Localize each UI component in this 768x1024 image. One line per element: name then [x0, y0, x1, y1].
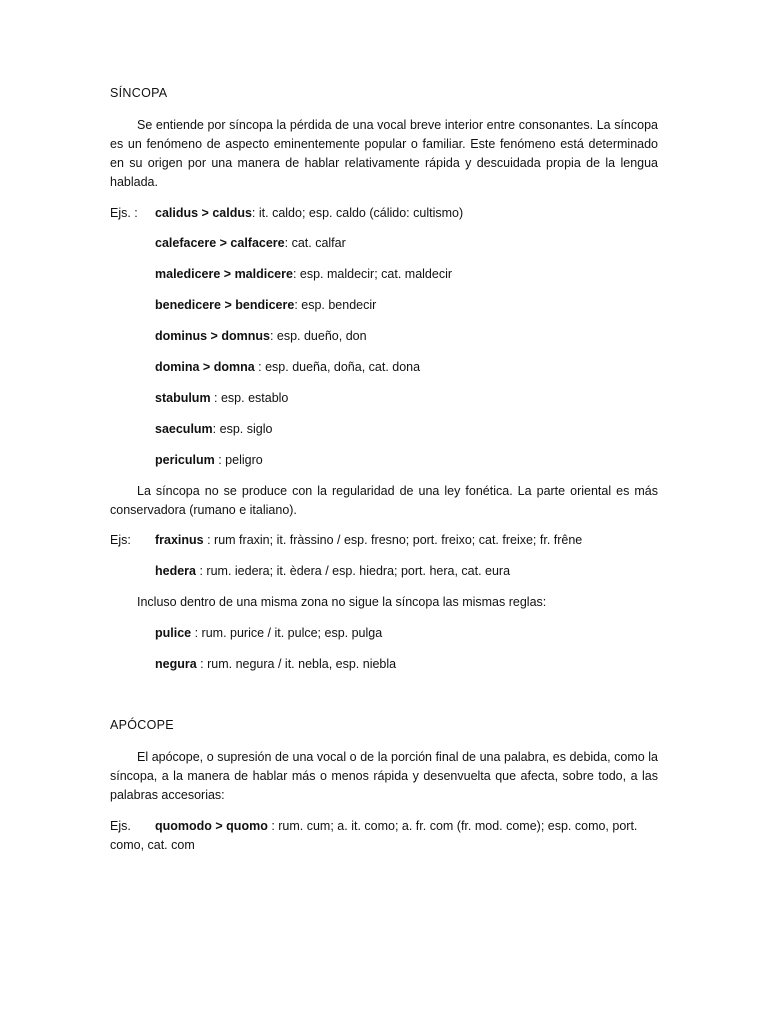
example-row	[155, 327, 367, 345]
example-term: hedera	[155, 564, 196, 578]
regularity-paragraph	[110, 482, 658, 520]
example-gloss: : esp. bendecir	[294, 298, 377, 312]
example-gloss: : esp. maldecir; cat. maldecir	[292, 267, 453, 281]
example-term: fraxinus	[155, 533, 204, 547]
examples-label-2: Ejs:	[110, 533, 131, 547]
examples-label-3: Ejs.	[110, 819, 131, 833]
example-gloss: : rum. negura / it. nebla, esp. niebla	[196, 657, 397, 671]
example-row	[155, 389, 288, 407]
example-gloss: : rum. iedera; it. èdera / esp. hiedra; port. hera, cat. eura	[196, 564, 511, 578]
example-gloss: : esp. dueño, don	[269, 329, 367, 343]
example-row	[155, 531, 582, 549]
example-gloss: : peligro	[214, 453, 263, 467]
sincopa-intro-paragraph	[110, 116, 658, 192]
section-heading-sincopa: SÍNCOPA	[110, 86, 168, 100]
example-row	[155, 234, 346, 252]
example-row	[155, 358, 420, 376]
example-row	[155, 655, 396, 673]
examples-label-1: Ejs. :	[110, 206, 138, 220]
apocope-intro-text: El apócope, o supresión de una vocal o de la porción final de una palabra, es debida, como la síncopa, a la manera de hablar más o menos rápida y desenvuelta que afecta, sobre todo, a las palabras accesorias:	[110, 750, 658, 802]
document-page	[110, 0, 658, 1024]
example-row	[155, 265, 452, 283]
example-term: stabulum	[155, 391, 211, 405]
example-row	[155, 296, 376, 314]
example-gloss: : rum fraxin; it. fràssino / esp. fresno; port. freixo; cat. freixe; fr. frêne	[203, 533, 583, 547]
example-row	[155, 451, 263, 469]
example-gloss: : rum. cum; a. it. como; a. fr. com (fr. mod. come); esp. como, port. como, cat. com	[110, 819, 638, 852]
example-term: quomodo > quomo	[155, 819, 268, 833]
example-row	[155, 204, 463, 222]
example-term: calidus > caldus	[155, 206, 252, 220]
example-term: calefacere > calfacere	[155, 236, 285, 250]
example-gloss: : rum. purice / it. pulce; esp. pulga	[191, 626, 383, 640]
regularity-text: La síncopa no se produce con la regularidad de una ley fonética. La parte oriental es más conservadora (rumano e italiano).	[110, 484, 658, 517]
apocope-intro-paragraph	[110, 748, 658, 805]
section-heading-apocope: APÓCOPE	[110, 718, 174, 732]
example-term: dominus > domnus	[155, 329, 270, 343]
apocope-example	[110, 817, 658, 855]
example-gloss: : it. caldo; esp. caldo (cálido: cultismo)	[251, 206, 464, 220]
example-gloss: : esp. establo	[210, 391, 289, 405]
example-row	[155, 562, 510, 580]
example-row	[155, 420, 272, 438]
sincopa-intro-text: Se entiende por síncopa la pérdida de una vocal breve interior entre consonantes. La síncopa es un fenómeno de aspecto eminentemente popular o familiar. Este fenómeno está determinado en su origen por una manera de hablar relativamente rápida y descuidada propia de la lengua hablada.	[110, 118, 658, 189]
example-term: maledicere > maldicere	[155, 267, 293, 281]
example-term: negura	[155, 657, 197, 671]
example-term: saeculum	[155, 422, 213, 436]
example-term: pulice	[155, 626, 192, 640]
zone-note: Incluso dentro de una misma zona no sigue la síncopa las mismas reglas:	[137, 595, 547, 609]
example-gloss: : esp. dueña, doña, cat. dona	[254, 360, 421, 374]
example-row	[155, 624, 382, 642]
example-gloss: : esp. siglo	[212, 422, 273, 436]
example-term: domina > domna	[155, 360, 255, 374]
example-term: benedicere > bendicere	[155, 298, 295, 312]
example-term: periculum	[155, 453, 215, 467]
example-gloss: : cat. calfar	[284, 236, 346, 250]
